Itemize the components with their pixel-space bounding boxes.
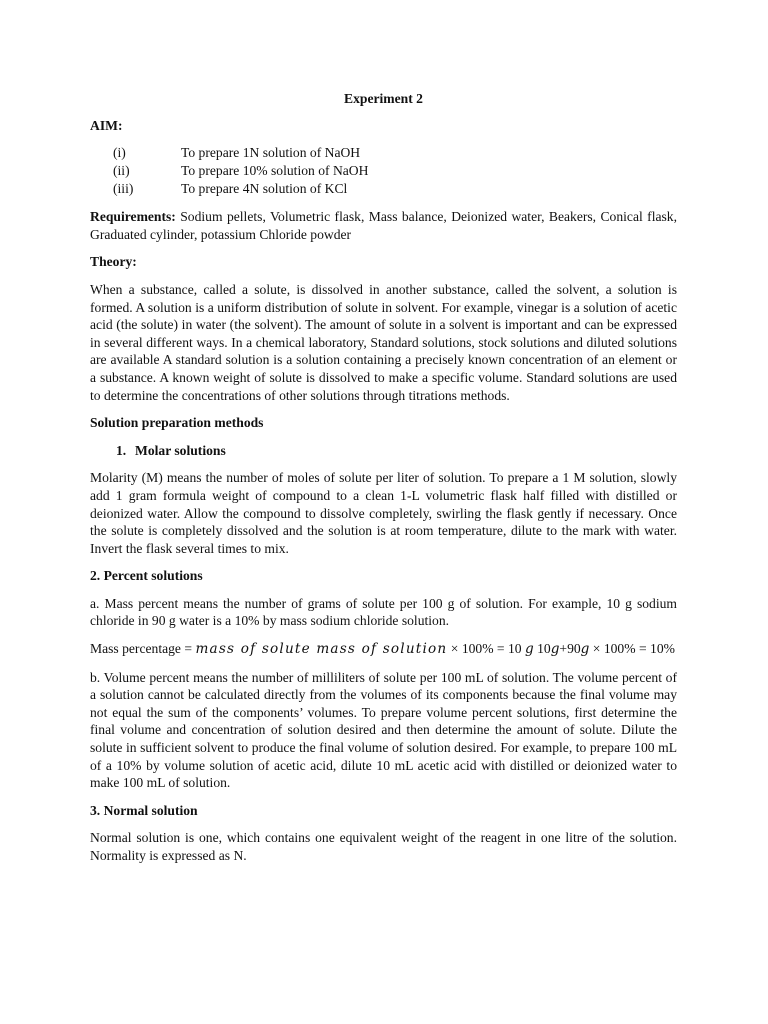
molar-solutions-heading	[90, 442, 677, 460]
formula-mid2: 10	[533, 641, 551, 657]
document-body	[90, 90, 677, 875]
normal-solution-heading: 3. Normal solution	[90, 802, 198, 818]
aim-item-number: (i)	[113, 145, 126, 161]
requirements-label: Requirements:	[90, 209, 176, 225]
volume-percent-paragraph: b. Volume percent means the number of milliliters of solute per 100 mL of solution. The volume percent of a solution cannot be calculated directly from the volumes of its components because the final volume may not equal the sum of the components’ volumes. To prepare volume percent solutions, first determine the final volume and concentration of solution desired and then determine the amount of solute. Dilute the solute in sufficient solvent to produce the final volume of solution desired. For example, to prepare 100 mL of a 10% by volume solution of acetic acid, dilute 10 mL acetic acid with distilled or deionized water to make 100 mL of solution.	[90, 669, 677, 791]
experiment-title: Experiment 2	[344, 91, 423, 106]
percent-solutions-heading: 2. Percent solutions	[90, 568, 203, 584]
formula-prefix: Mass percentage =	[90, 641, 196, 657]
aim-item-number: (ii)	[113, 163, 130, 179]
formula-suffix: × 100% = 10%	[589, 641, 675, 657]
requirements-paragraph	[90, 208, 677, 243]
formula-unit-g: g	[525, 641, 534, 658]
molar-heading-text: Molar solutions	[135, 442, 226, 458]
mass-percent-formula	[90, 640, 677, 659]
formula-mid: × 100% = 10	[447, 641, 525, 657]
aim-list	[90, 144, 677, 198]
formula-unit-g: g	[550, 641, 560, 658]
aim-item	[90, 162, 677, 180]
aim-item	[90, 144, 677, 162]
theory-paragraph: When a substance, called a solute, is dissolved in another substance, called the solvent, a solution is formed. A solution is a uniform distribution of solute in solvent. For example, vinegar is a solution of acetic acid (the solute) in water (the solvent). The amount of solute in a solvent is important and can be expressed in several different ways. In a chemical laboratory, Standard solutions, stock solutions and diluted solutions are available A standard solution is a solution containing a precisely known concentration of an element or a substance. A known weight of solute is dissolved to make a specific volume. Standard solutions are used to determine the concentrations of other solutions through titrations methods.	[90, 281, 677, 403]
aim-item-text: To prepare 4N solution of KCl	[181, 181, 348, 197]
formula-unit-g: g	[580, 641, 590, 658]
normal-solution-paragraph: Normal solution is one, which contains one equivalent weight of the reagent in one litre of the solution. Normality is expressed as N.	[90, 830, 677, 863]
methods-heading: Solution preparation methods	[90, 415, 264, 431]
aim-heading: AIM:	[90, 117, 123, 133]
molar-paragraph: Molarity (M) means the number of moles of solute per liter of solution. To prepare a 1 M solution, slowly add 1 gram formula weight of compound to a clean 1-L volumetric flask half filled with distilled or deionized water. Allow the compound to dissolve completely, swirling the flask gently if necessary. Once the solute is completely dissolved and the solution is at room temperature, dilute to the mark with water. Invert the flask several times to mix.	[90, 470, 677, 556]
formula-math-fraction: mass of solute mass of solution	[195, 641, 448, 658]
theory-heading: Theory:	[90, 254, 137, 270]
aim-item-number: (iii)	[113, 181, 134, 197]
aim-item-text: To prepare 10% solution of NaOH	[181, 163, 369, 179]
requirements-text: Sodium pellets, Volumetric flask, Mass balance, Deionized water, Beakers, Conical flask, Graduated cylinder, potassium Chloride powder	[90, 209, 677, 242]
aim-item-text: To prepare 1N solution of NaOH	[181, 145, 361, 161]
mass-percent-paragraph: a. Mass percent means the number of grams of solute per 100 g of solution. For example, 10 g sodium chloride in 90 g water is a 10% by mass sodium chloride solution.	[90, 595, 677, 629]
molar-heading-number: 1.	[116, 442, 127, 458]
formula-mid3: +90	[559, 641, 581, 657]
aim-item	[90, 180, 677, 198]
